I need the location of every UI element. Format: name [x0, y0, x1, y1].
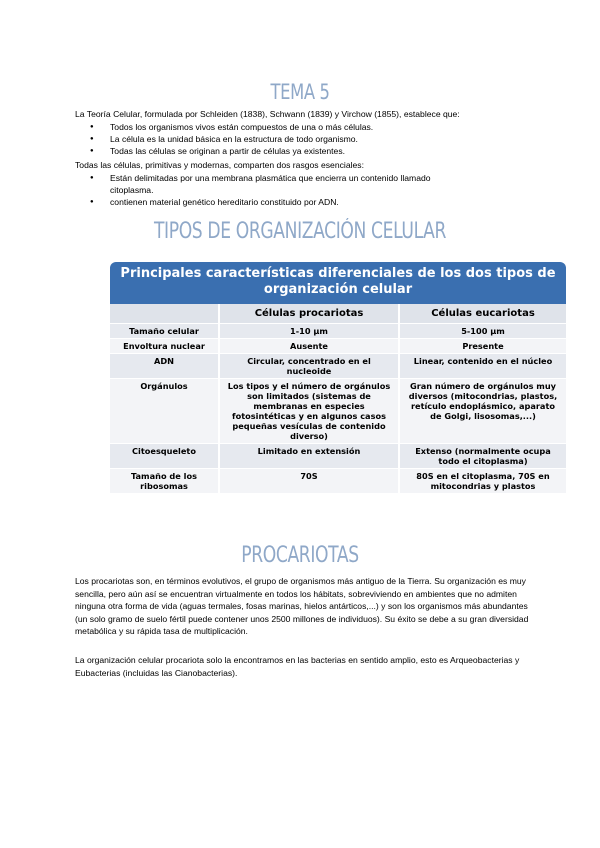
- table-row: [110, 444, 566, 469]
- procariotas-paragraph-1: Los procariotas son, en términos evolutivos, el grupo de organismos más antiguo de la Tierra. Su organización es muy sencilla, pero aún así se encuentran virtualmente en todos los hábitats, sobreviviendo en ambientes que no admiten ninguna otra forma de vida (aguas termales, fosas marinas, hielos antárticos,...) y son los organismos más abundantes (un solo gramo de suelo fértil puede contener unos 2500 millones de individuos). Su éxito se debe a su gran diversidad metabólica y su rápida tasa de multiplicación.: [75, 576, 529, 637]
- list-item: ● Todas las células se originan a partir de células ya existentes.: [90, 145, 373, 157]
- intro-paragraph-2: Todas las células, primitivas y modernas, comparten dos rasgos esenciales:: [75, 160, 364, 170]
- column-header-procariotas: Células procariotas: [219, 304, 399, 324]
- row-label: Envoltura nuclear: [110, 339, 219, 354]
- cell-procariotas: 70S: [219, 469, 399, 494]
- cell-eucariotas: Gran número de orgánulos muy diversos (mitocondrias, plastos, retículo endoplásmico, aparato de Golgi, lisosomas,...): [399, 379, 566, 444]
- list-item: ● Todos los organismos vivos están compuestos de una o más células.: [90, 121, 373, 133]
- column-header-eucariotas: Células eucariotas: [399, 304, 566, 324]
- intro-paragraph-1: La Teoría Celular, formulada por Schleiden (1838), Schwann (1839) y Virchow (1855), establece que:: [75, 109, 460, 119]
- row-label: ADN: [110, 354, 219, 379]
- table-row: [110, 339, 566, 354]
- cell-eucariotas: 80S en el citoplasma, 70S en mitocondrias y plastos: [399, 469, 566, 494]
- cell-procariotas: Ausente: [219, 339, 399, 354]
- cell-procariotas: Circular, concentrado en el nucleoide: [219, 354, 399, 379]
- table-row: [110, 379, 566, 444]
- cell-eucariotas: 5-100 µm: [399, 324, 566, 339]
- table-title: Principales características diferenciales de los dos tipos de organización celular: [110, 262, 566, 304]
- section-title-tipos: TIPOS DE ORGANIZACIÓN CELULAR: [153, 219, 447, 244]
- cell-procariotas: Limitado en extensión: [219, 444, 399, 469]
- list-item: ● Están delimitadas por una membrana plasmática que encierra un contenido llamado citoplasma.: [90, 172, 460, 196]
- row-label: Tamaño de los ribosomas: [110, 469, 219, 494]
- procariotas-paragraph-2: La organización celular procariota solo la encontramos en las bacterias en sentido amplio, esto es Arqueobacterias y Eubacterias (incluidas las Cianobacterias).: [75, 655, 520, 678]
- cell-eucariotas: Presente: [399, 339, 566, 354]
- comparison-table: [110, 262, 566, 494]
- section-title-procariotas: PROCARIOTAS: [241, 543, 359, 568]
- row-label: Tamaño celular: [110, 324, 219, 339]
- row-label: Citoesqueleto: [110, 444, 219, 469]
- cell-eucariotas: Linear, contenido en el núcleo: [399, 354, 566, 379]
- list-item: ● contienen material genético hereditario constituido por ADN.: [90, 196, 460, 208]
- row-label: Orgánulos: [110, 379, 219, 444]
- cell-eucariotas: Extenso (normalmente ocupa todo el citoplasma): [399, 444, 566, 469]
- page-title: TEMA 5: [270, 80, 330, 104]
- cell-procariotas: Los tipos y el número de orgánulos son limitados (sistemas de membranas en especies fotosintéticas y en algunos casos pequeñas vesículas de contenido diverso): [219, 379, 399, 444]
- table-row: [110, 469, 566, 494]
- column-header-empty: [110, 304, 219, 324]
- cell-theory-list: [90, 121, 373, 158]
- table-row: [110, 324, 566, 339]
- list-item: ● La célula es la unidad básica en la estructura de todo organismo.: [90, 133, 373, 145]
- table-row: [110, 354, 566, 379]
- essential-traits-list: [90, 172, 460, 209]
- cell-procariotas: 1-10 µm: [219, 324, 399, 339]
